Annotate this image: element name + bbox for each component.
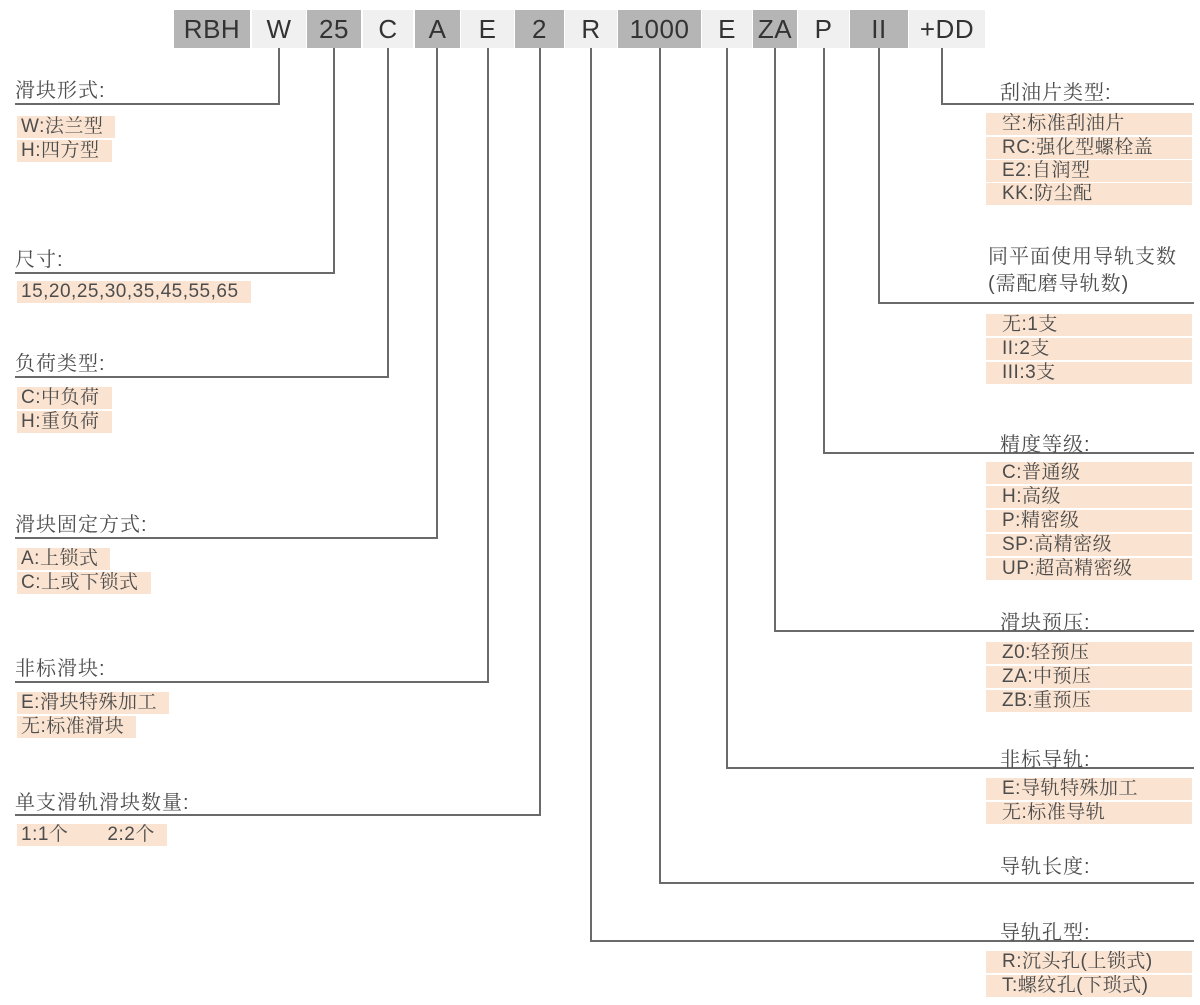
model-segment-precision: P (798, 10, 849, 48)
option-load-h: H:重负荷 (17, 411, 112, 433)
option-rail-count-1: 无:1支 (986, 314, 1192, 336)
option-precision-sp: SP:高精密级 (986, 534, 1192, 556)
group-precision-title: 精度等级: (1000, 434, 1091, 456)
group-wiper-type-title: 刮油片类型: (1000, 82, 1112, 104)
model-segment-size: 25 (307, 10, 361, 48)
group-size-title: 尺寸: (15, 249, 64, 271)
option-preload-z0: Z0:轻预压 (986, 642, 1192, 664)
model-segment-nonstd-rail: E (702, 10, 752, 48)
group-slider-count-title: 单支滑轨滑块数量: (15, 792, 190, 814)
option-slider-type-w: W:法兰型 (17, 116, 115, 138)
model-segment-slider-type: W (252, 10, 306, 48)
group-slider-type-title: 滑块形式: (15, 80, 106, 102)
option-precision-c: C:普通级 (986, 462, 1192, 484)
option-precision-p: P:精密级 (986, 510, 1192, 532)
option-wiper-kk: KK:防尘配 (986, 183, 1192, 205)
group-rail-length-title: 导轨长度: (1000, 856, 1091, 878)
model-segment-preload: ZA (753, 10, 797, 48)
option-precision-up: UP:超高精密级 (986, 558, 1192, 580)
group-load-type-title: 负荷类型: (15, 353, 106, 375)
group-preload-title: 滑块预压: (1000, 612, 1091, 634)
model-segment-load-type: C (363, 10, 413, 48)
model-segment-nonstd-slider: E (461, 10, 514, 48)
option-mount-a: A:上锁式 (17, 548, 110, 570)
group-hole-type-title: 导轨孔型: (1000, 922, 1091, 944)
model-segment-slider-count: 2 (515, 10, 564, 48)
option-nonstd-slider-e: E:滑块特殊加工 (17, 692, 169, 714)
model-segment-rail-count: II (850, 10, 908, 48)
option-wiper-e2: E2:自润型 (986, 160, 1192, 182)
option-nonstd-slider-none: 无:标准滑块 (17, 716, 136, 738)
option-slider-type-h: H:四方型 (17, 140, 112, 162)
option-load-c: C:中负荷 (17, 387, 112, 409)
group-rail-count-title: 同平面使用导轨支数 (988, 246, 1177, 268)
group-mount-type-title: 滑块固定方式: (15, 514, 148, 536)
option-rail-count-3: III:3支 (986, 362, 1192, 384)
option-preload-za: ZA:中预压 (986, 666, 1192, 688)
option-slider-count: 1:1个 2:2个 (17, 824, 167, 846)
model-segment-rail-length: 1000 (618, 10, 701, 48)
option-preload-zb: ZB:重预压 (986, 690, 1192, 712)
option-nonstd-rail-e: E:导轨特殊加工 (986, 778, 1192, 800)
group-nonstd-rail-title: 非标导轨: (1000, 749, 1091, 771)
option-precision-h: H:高级 (986, 486, 1192, 508)
model-segment-mount-type: A (415, 10, 460, 48)
option-nonstd-rail-none: 无:标准导轨 (986, 802, 1192, 824)
option-hole-t: T:螺纹孔(下琐式) (986, 975, 1192, 997)
option-rail-count-2: II:2支 (986, 338, 1192, 360)
model-segment-series: RBH (174, 10, 250, 48)
group-rail-count-subtitle: (需配磨导轨数) (988, 273, 1130, 295)
option-mount-c: C:上或下锁式 (17, 572, 151, 594)
model-segment-hole-type: R (565, 10, 617, 48)
option-wiper-std: 空:标准刮油片 (986, 113, 1192, 135)
option-size-list: 15,20,25,30,35,45,55,65 (17, 281, 251, 303)
option-wiper-rc: RC:强化型螺栓盖 (986, 137, 1192, 159)
model-segment-wiper-type: +DD (909, 10, 985, 48)
option-hole-r: R:沉头孔(上锁式) (986, 951, 1192, 973)
group-nonstd-slider-title: 非标滑块: (15, 658, 106, 680)
